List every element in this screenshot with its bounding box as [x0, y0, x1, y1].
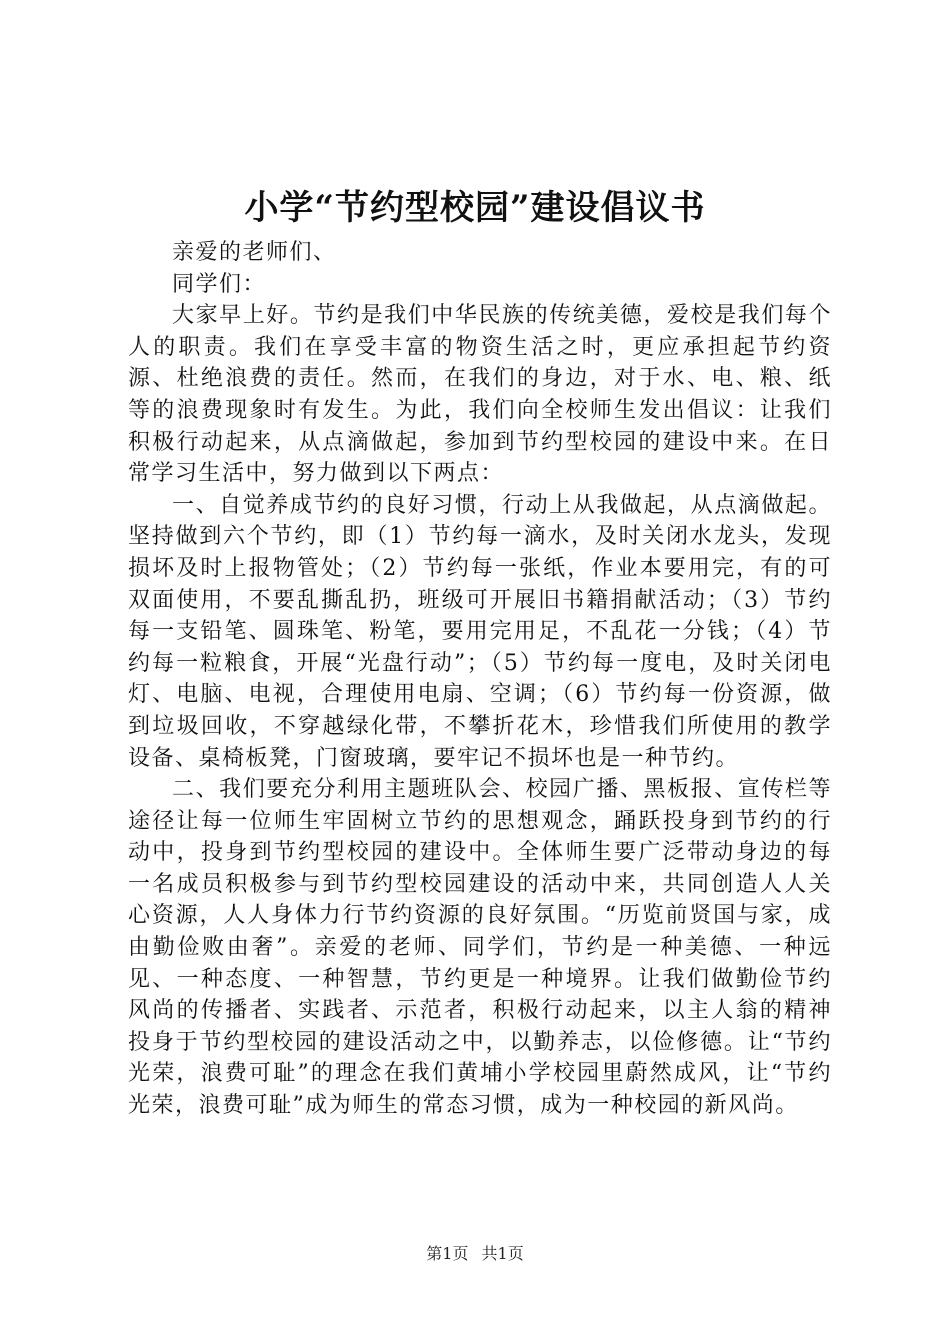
body-paragraph: 大家早上好。节约是我们中华民族的传统美德，爱校是我们每个人的职责。我们在享受丰富的物资生活之时，更应承担起节约资源、杜绝浪费的责任。然而，在我们的身边，对于水、电、粮、纸等的浪费现象时有发生。为此，我们向全校师生发出倡议：让我们积极行动起来，从点滴做起，参加到节约型校园的建设中来。在日常学习生活中，努力做到以下两点：	[128, 303, 832, 487]
greeting-line: 同学们：	[172, 271, 267, 297]
greeting-line: 亲爱的老师们、	[172, 240, 337, 265]
document-body	[128, 237, 832, 1122]
page-count: 共1页	[481, 1244, 524, 1263]
document-title: 小学“节约型校园”建设倡议书	[244, 188, 706, 228]
page-number: 第1页	[426, 1244, 469, 1263]
body-paragraph: 一、自觉养成节约的良好习惯，行动上从我做起，从点滴做起。坚持做到六个节约，即（1）节约每一滴水，及时关闭水龙头，发现损坏及时上报物管处；（2）节约每一张纸，作业本要用完，有的可双面使用，不要乱撕乱扔，班级可开展旧书籍捐献活动；（3）节约每一支铅笔、圆珠笔、粉笔，要用完用足，不乱花一分钱；（4）节约每一粒粮食，开展“光盘行动”；（5）节约每一度电，及时关闭电灯、电脑、电视，合理使用电扇、空调；（6）节约每一份资源，做到垃圾回收，不穿越绿化带，不攀折花木，珍惜我们所使用的教学设备、桌椅板凳，门窗玻璃，要牢记不损坏也是一种节约。	[128, 492, 832, 771]
page-footer	[0, 1242, 950, 1266]
body-paragraph: 二、我们要充分利用主题班队会、校园广播、黑板报、宣传栏等途径让每一位师生牢固树立节约的思想观念，踊跃投身到节约的行动中，投身到节约型校园的建设中。全体师生要广泛带动身边的每一名成员积极参与到节约型校园建设的活动中来，共同创造人人关心资源，人人身体力行节约资源的良好氛围。“历览前贤国与家，成由勤俭败由奢”。亲爱的老师、同学们，节约是一种美德、一种远见、一种态度、一种智慧，节约更是一种境界。让我们做勤俭节约风尚的传播者、实践者、示范者，积极行动起来，以主人翁的精神投身于节约型校园的建设活动之中，以勤养志，以俭修德。让“节约光荣，浪费可耻”的理念在我们黄埔小学校园里蔚然成风，让“节约光荣，浪费可耻”成为师生的常态习惯，成为一种校园的新风尚。	[128, 777, 832, 1119]
